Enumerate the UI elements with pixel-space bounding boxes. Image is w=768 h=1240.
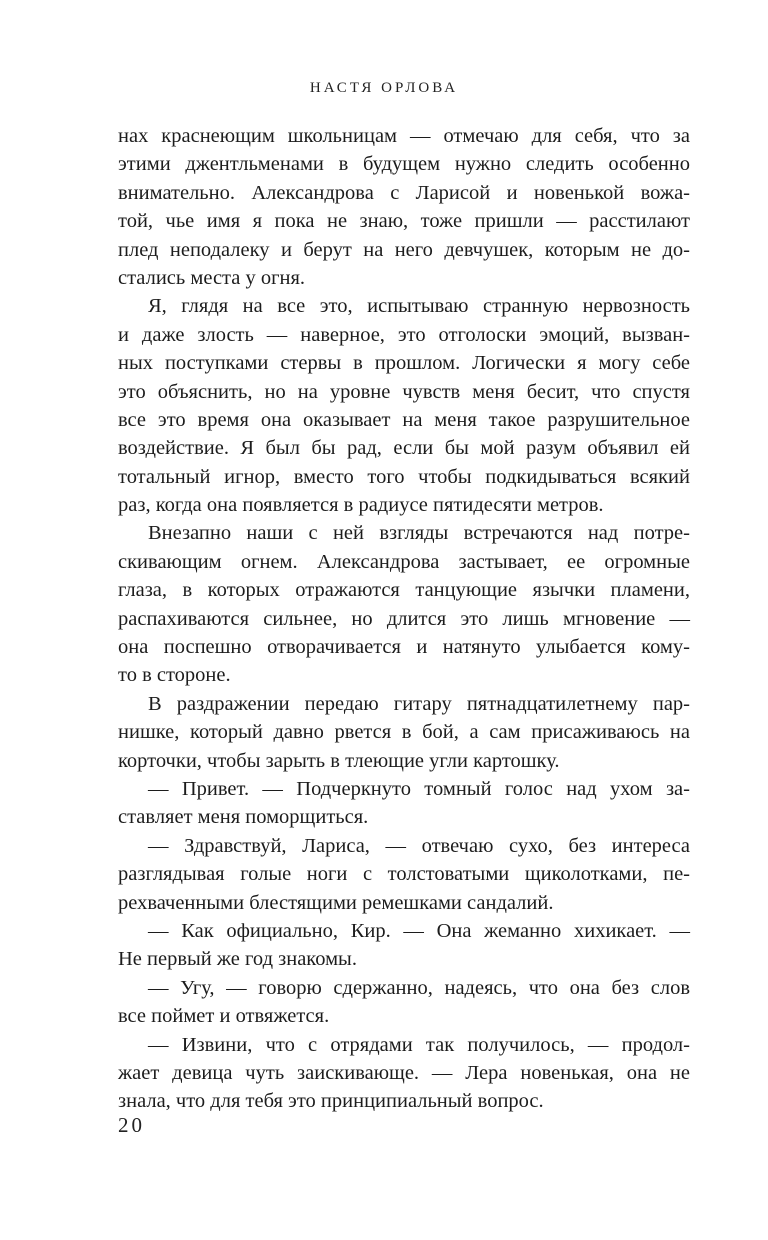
text-line: этими джентльменами в будущем нужно следить особенно	[118, 153, 690, 176]
text-line: глаза, в которых отражаются танцующие язычки пламени,	[118, 579, 690, 602]
text-line: нишке, который давно рвется в бой, а сам присаживаюсь на	[118, 721, 690, 744]
text-line: ных поступками стервы в прошлом. Логически я могу себе	[118, 352, 690, 375]
paragraph	[118, 519, 690, 689]
text-line: все это время она оказывает на меня такое разрушительное	[118, 408, 690, 431]
text-line: Не первый же год знакомы.	[118, 948, 357, 971]
text-line: жает девица чуть заискивающе. — Лера новенькая, она не	[118, 1061, 690, 1084]
paragraph	[118, 690, 690, 775]
text-line: корточки, чтобы зарыть в тлеющие угли картошку.	[118, 749, 560, 772]
paragraph	[118, 917, 690, 974]
text-line: скивающим огнем. Александрова застывает, ее огромные	[118, 550, 690, 573]
paragraph	[118, 775, 690, 832]
text-line: тотальный игнор, вместо того чтобы подкидываться всякий	[118, 465, 690, 488]
text-line: плед неподалеку и берут на него девчушек, которым не до-	[118, 238, 690, 261]
text-line: нах краснеющим школьницам — отмечаю для себя, что за	[118, 125, 690, 147]
text-line: ставляет меня поморщиться.	[118, 806, 369, 829]
paragraph	[118, 292, 690, 519]
paragraph	[118, 1031, 690, 1116]
text-line: то в стороне.	[118, 664, 231, 687]
paragraph	[118, 122, 690, 292]
text-line: раз, когда она появляется в радиусе пятидесяти метров.	[118, 494, 604, 517]
text-line: рехваченными блестящими ремешками сандалий.	[118, 891, 554, 914]
text-line: она поспешно отворачивается и натянуто улыбается кому-	[118, 636, 690, 659]
text-line: воздействие. Я был бы рад, если бы мой разум объявил ей	[118, 437, 690, 460]
text-line: знала, что для тебя это принципиальный вопрос.	[118, 1090, 544, 1113]
text-line: это объяснить, но на уровне чувств меня бесит, что спустя	[118, 380, 690, 403]
text-line: Я, глядя на все это, испытываю странную нервозность	[148, 295, 690, 318]
paragraph	[118, 974, 690, 1031]
text-line: все поймет и отвяжется.	[118, 1005, 330, 1028]
text-line: — Здравствуй, Лариса, — отвечаю сухо, без интереса	[148, 834, 690, 857]
text-line: внимательно. Александрова с Ларисой и новенькой вожа-	[118, 181, 690, 204]
paragraph	[118, 832, 690, 917]
text-line: — Привет. — Подчеркнуто томный голос над ухом за-	[148, 777, 690, 800]
text-line: стались места у огня.	[118, 266, 306, 289]
text-line: — Угу, — говорю сдержанно, надеясь, что она без слов	[148, 976, 690, 999]
running-head: НАСТЯ ОРЛОВА	[309, 80, 459, 96]
text-line: и даже злость — наверное, это отголоски эмоций, вызван-	[118, 323, 690, 346]
text-line: Внезапно наши с ней взгляды встречаются над потре-	[148, 522, 690, 545]
page-body	[118, 122, 690, 1116]
text-line: — Извини, что с отрядами так получилось, — продол-	[148, 1033, 690, 1056]
text-line: разглядывая голые ноги с толстоватыми щиколотками, пе-	[118, 863, 690, 886]
page-number: 20	[118, 1113, 145, 1137]
text-line: — Как официально, Кир. — Она жеманно хихикает. —	[148, 919, 690, 942]
text-line: распахиваются сильнее, но длится это лишь мгновение —	[118, 607, 690, 630]
text-line: В раздражении передаю гитару пятнадцатилетнему пар-	[148, 692, 690, 715]
text-line: той, чье имя я пока не знаю, тоже пришли — расстилают	[118, 210, 690, 233]
